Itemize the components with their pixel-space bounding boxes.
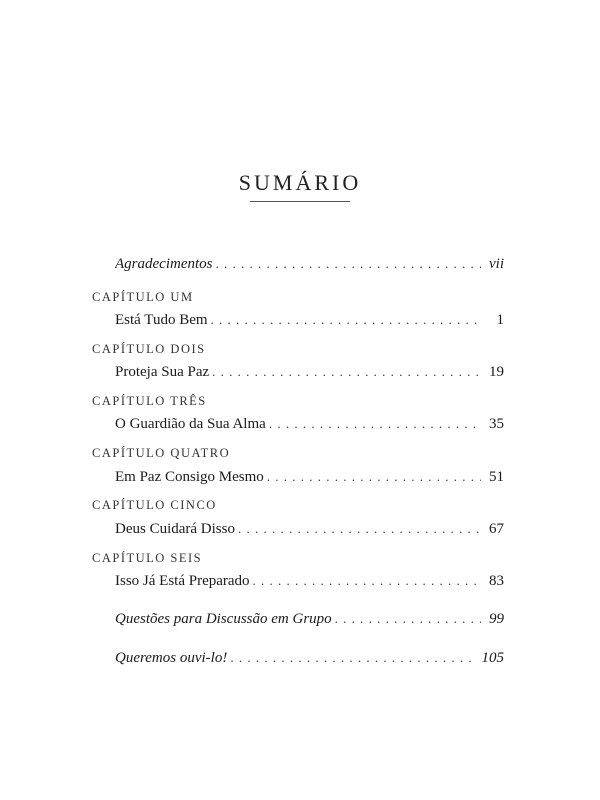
toc-entry-label: Deus Cuidará Disso <box>115 521 235 537</box>
toc-entry-chapter-1[interactable] <box>115 310 504 330</box>
toc-entry-acknowledgements[interactable] <box>115 254 504 274</box>
toc-entry-page: 35 <box>489 416 504 432</box>
toc-entry-page: 51 <box>489 469 504 485</box>
dot-leader <box>238 519 481 539</box>
title-underline <box>250 201 350 202</box>
toc-entry-contact[interactable] <box>115 648 504 668</box>
toc-entry-label: Em Paz Consigo Mesmo <box>115 469 264 485</box>
toc-entry-label: Isso Já Está Preparado <box>115 573 250 589</box>
dot-leader <box>230 648 473 668</box>
chapter-heading-5: CAPÍTULO CINCO <box>92 498 217 512</box>
dot-leader <box>211 310 482 330</box>
toc-entry-label: Agradecimentos <box>115 256 213 272</box>
dot-leader <box>215 254 481 274</box>
toc-entry-page: 19 <box>489 364 504 380</box>
toc-entry-label: Queremos ouvi-lo! <box>115 650 228 666</box>
toc-entry-chapter-3[interactable] <box>115 414 504 434</box>
toc-entry-page: 99 <box>489 611 504 627</box>
dot-leader <box>253 571 481 591</box>
chapter-heading-4: CAPÍTULO QUATRO <box>92 446 231 460</box>
dot-leader <box>335 609 481 629</box>
dot-leader <box>267 467 481 487</box>
chapter-heading-6: CAPÍTULO SEIS <box>92 551 203 565</box>
toc-entry-chapter-5[interactable] <box>115 519 504 539</box>
toc-entry-label: Está Tudo Bem <box>115 312 208 328</box>
chapter-heading-1: CAPÍTULO UM <box>92 290 194 304</box>
toc-entry-page: 1 <box>496 312 504 328</box>
chapter-heading-2: CAPÍTULO DOIS <box>92 342 206 356</box>
toc-entry-discussion-questions[interactable] <box>115 609 504 629</box>
toc-entry-chapter-4[interactable] <box>115 467 504 487</box>
toc-entry-label: Proteja Sua Paz <box>115 364 210 380</box>
toc-entry-label: O Guardião da Sua Alma <box>115 416 266 432</box>
toc-entry-page: 105 <box>481 650 504 666</box>
chapter-heading-3: CAPÍTULO TRÊS <box>92 394 207 408</box>
toc-entry-label: Questões para Discussão em Grupo <box>115 611 332 627</box>
dot-leader <box>212 362 481 382</box>
dot-leader <box>269 414 481 434</box>
toc-entry-page: 67 <box>489 521 504 537</box>
toc-entry-page: vii <box>489 256 504 272</box>
toc-entry-chapter-2[interactable] <box>115 362 504 382</box>
toc-entry-page: 83 <box>489 573 504 589</box>
toc-entry-chapter-6[interactable] <box>115 571 504 591</box>
page-title: SUMÁRIO <box>238 170 362 195</box>
